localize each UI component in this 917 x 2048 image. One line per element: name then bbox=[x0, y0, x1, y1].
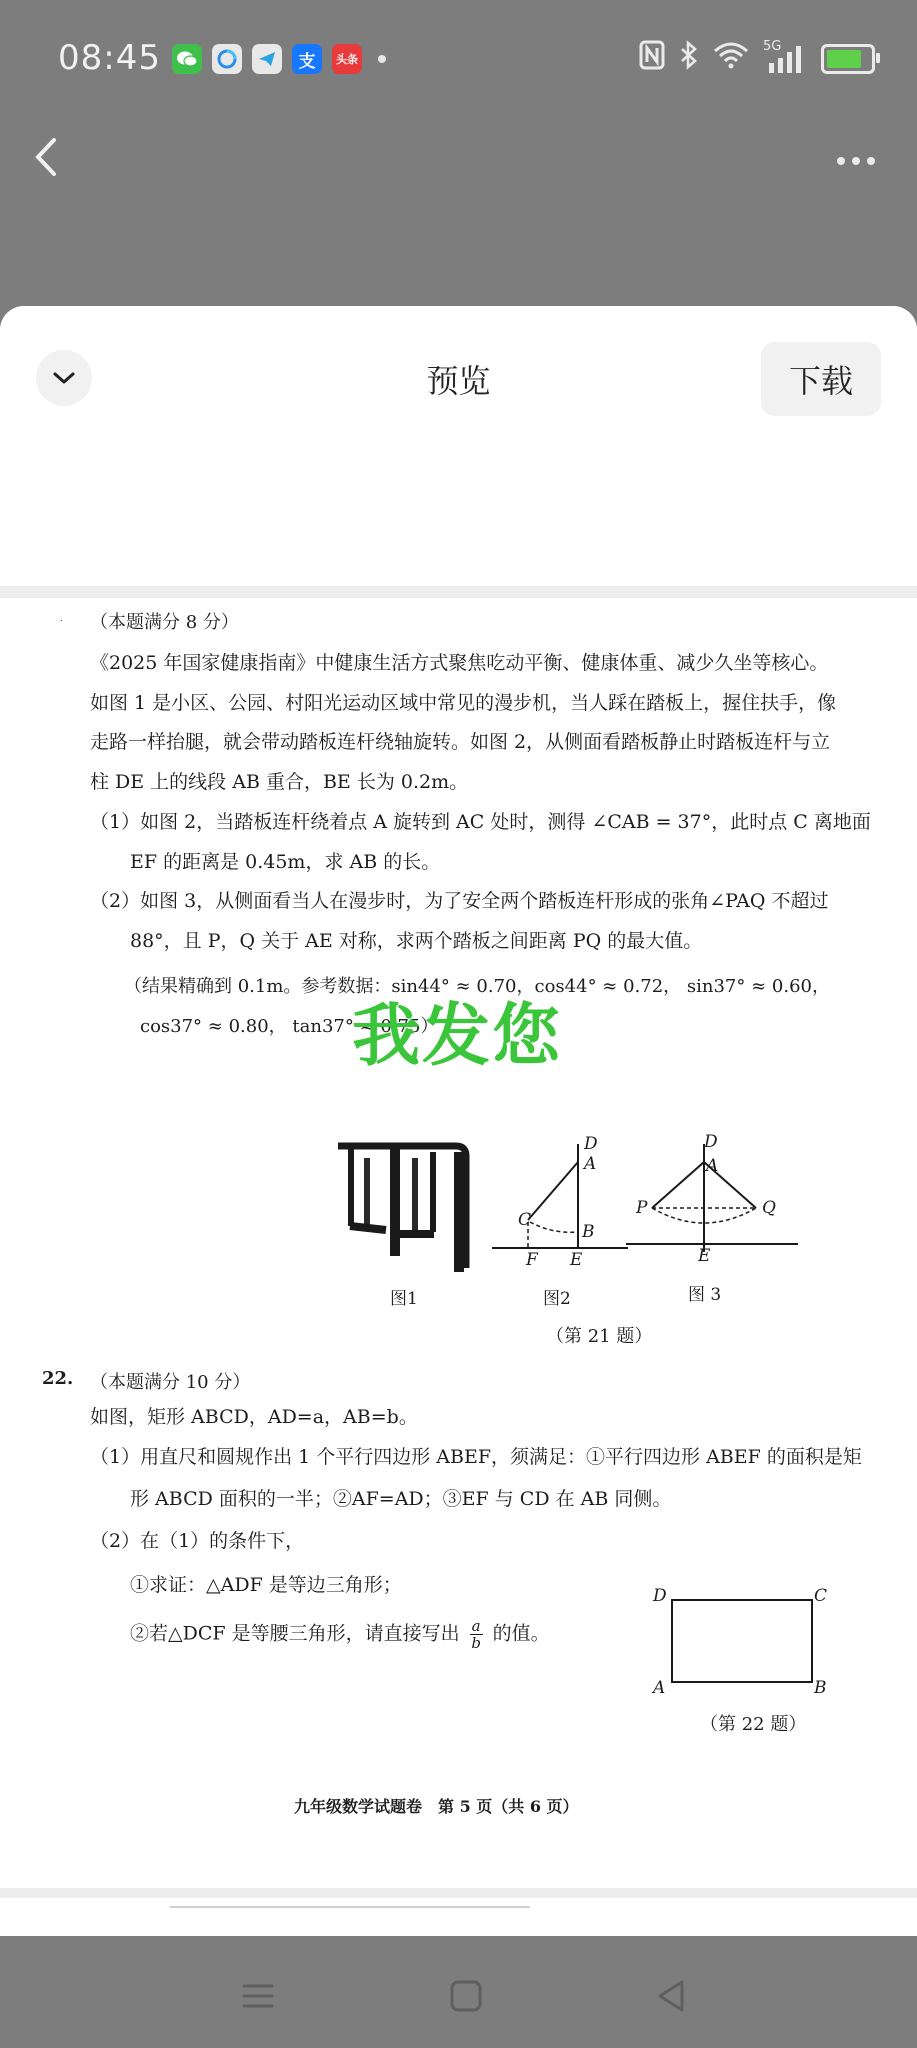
q22-label-c: C bbox=[814, 1586, 828, 1606]
previous-page-fragment bbox=[0, 452, 917, 586]
status-bar bbox=[0, 0, 917, 120]
q22-header: （本题满分 10 分） bbox=[90, 1372, 251, 1393]
q21-part1: EF 的距离是 0.45m，求 AB 的长。 bbox=[130, 851, 441, 873]
more-dots-icon bbox=[835, 155, 877, 167]
figure-1-label: 图1 bbox=[390, 1289, 418, 1309]
fig2-label-e: E bbox=[570, 1250, 583, 1270]
system-icons bbox=[639, 40, 875, 77]
next-page-fragment bbox=[0, 1898, 917, 1936]
q21-line: 走路一样抬腿，就会带动踏板连杆绕轴旋转。如图 2，从侧面看踏板静止时踏板连杆与立 bbox=[90, 731, 831, 753]
more-notifications-dot bbox=[378, 55, 386, 63]
q22-label-a: A bbox=[653, 1678, 666, 1698]
fig2-label-d: D bbox=[584, 1134, 598, 1154]
fraction-numerator: a bbox=[471, 1617, 481, 1635]
alipay-icon: 支 bbox=[292, 44, 322, 74]
signal-5g-icon bbox=[763, 38, 807, 75]
q22-label-d: D bbox=[653, 1586, 667, 1606]
fig3-label-e: E bbox=[698, 1246, 711, 1266]
page-divider bbox=[0, 586, 917, 598]
fig2-label-a: A bbox=[584, 1154, 597, 1174]
fraction-denominator: b bbox=[471, 1634, 481, 1652]
q22-caption: （第 22 题） bbox=[700, 1714, 807, 1735]
fig3-label-d: D bbox=[704, 1132, 718, 1152]
q21-line: 如图 1 是小区、公园、村阳光运动区域中常见的漫步机，当人踩在踏板上，握住扶手，像 bbox=[90, 692, 837, 714]
network-type-label: 5G bbox=[763, 38, 782, 54]
watermark-text: 我发您 bbox=[352, 997, 563, 1076]
chevron-left-icon bbox=[26, 132, 66, 182]
status-time: 08:45 bbox=[58, 38, 161, 78]
preview-sheet bbox=[0, 306, 917, 1936]
fraction bbox=[470, 1618, 483, 1651]
sheet-header bbox=[0, 306, 917, 453]
q22-part1: 形 ABCD 面积的一半；②AF=AD；③EF 与 CD 在 AB 同侧。 bbox=[130, 1488, 672, 1510]
fig2-label-c: C bbox=[518, 1210, 532, 1230]
fig3-label-q: Q bbox=[762, 1198, 776, 1218]
q22-part2: （2）在（1）的条件下， bbox=[90, 1530, 305, 1552]
more-options-button[interactable] bbox=[835, 146, 877, 167]
q21-caption: （第 21 题） bbox=[546, 1326, 653, 1347]
q22-sub2 bbox=[130, 1618, 550, 1651]
battery-icon bbox=[821, 44, 875, 74]
q22-sub2-text: ②若△DCF 是等腰三角形，请直接写出 bbox=[130, 1622, 460, 1645]
fig2-label-f: F bbox=[526, 1250, 538, 1270]
home-square-icon bbox=[446, 1976, 486, 2016]
qq-browser-icon bbox=[212, 44, 242, 74]
page-footer: 九年级数学试题卷 第 5 页（共 6 页） bbox=[294, 1797, 579, 1816]
q21-header: （本题满分 8 分） bbox=[90, 612, 239, 633]
fig2-label-b: B bbox=[582, 1222, 595, 1242]
q22-line: 如图，矩形 ABCD，AD=a，AB=b。 bbox=[90, 1406, 418, 1428]
back-triangle-icon bbox=[652, 1976, 692, 2016]
fig3-label-a: A bbox=[706, 1156, 719, 1176]
back-button[interactable] bbox=[26, 132, 66, 182]
q22-number: 22. bbox=[42, 1368, 74, 1389]
q21-part2: 88°，且 P，Q 关于 AE 对称，求两个踏板之间距离 PQ 的最大值。 bbox=[130, 930, 703, 952]
wechat-icon bbox=[172, 44, 202, 74]
q21-hint: （结果精确到 0.1m。参考数据：sin44° ≈ 0.70，cos44° ≈ 0.72， sin37° ≈ 0.60， bbox=[124, 976, 830, 997]
notification-icons bbox=[172, 44, 386, 74]
q22-rectangle-figure bbox=[670, 1598, 820, 1698]
q22-sub1: ①求证：△ADF 是等边三角形； bbox=[130, 1574, 402, 1596]
q22-sub2-text: 的值。 bbox=[492, 1622, 550, 1645]
page-divider bbox=[0, 1888, 917, 1898]
figure-2-diagram bbox=[490, 1138, 630, 1268]
system-nav-bar bbox=[0, 1936, 917, 2048]
q21-part1: （1）如图 2，当踏板连杆绕着点 A 旋转到 AC 处时，测得 ∠CAB = 37°，此时点 C 离地面 bbox=[90, 811, 871, 833]
document-page bbox=[0, 598, 917, 1888]
menu-lines-icon bbox=[238, 1976, 278, 2016]
nav-menu-button[interactable] bbox=[238, 1976, 278, 2016]
wifi-icon bbox=[713, 41, 749, 76]
figure-2-label: 图2 bbox=[543, 1289, 571, 1309]
q21-part2: （2）如图 3，从侧面看当人在漫步时，为了安全两个踏板连杆形成的张角∠PAQ 不超过 bbox=[90, 890, 829, 912]
nfc-icon bbox=[639, 40, 665, 77]
q21-line: 《2025 年国家健康指南》中健康生活方式聚焦吃动平衡、健康体重、减少久坐等核心。 bbox=[90, 652, 829, 674]
toutiao-icon: 头条 bbox=[332, 44, 362, 74]
figure-1-walking-machine bbox=[334, 1138, 474, 1278]
figure-3-label: 图 3 bbox=[688, 1285, 722, 1305]
telegram-icon bbox=[252, 44, 282, 74]
fig3-label-p: P bbox=[636, 1198, 648, 1218]
q22-label-b: B bbox=[814, 1678, 827, 1698]
page-mark: . bbox=[60, 614, 63, 623]
q21-line: 柱 DE 上的线段 AB 重合，BE 长为 0.2m。 bbox=[90, 771, 469, 793]
nav-back-button[interactable] bbox=[652, 1976, 692, 2016]
nav-home-button[interactable] bbox=[446, 1976, 486, 2016]
download-button[interactable]: 下载 bbox=[761, 342, 881, 416]
q21-hint: cos37° ≈ 0.80， tan37° ≈ 0.75） bbox=[140, 1016, 439, 1037]
bluetooth-icon bbox=[679, 40, 699, 77]
sheet-title: 预览 bbox=[426, 362, 491, 400]
q22-part1: （1）用直尺和圆规作出 1 个平行四边形 ABEF，须满足：①平行四边形 ABEF 的面积是矩 bbox=[90, 1446, 862, 1468]
